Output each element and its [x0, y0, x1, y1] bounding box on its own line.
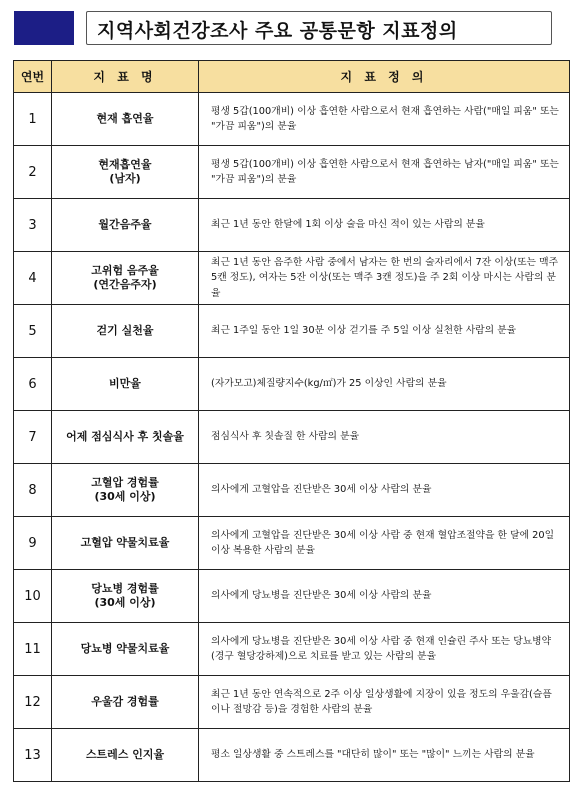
indicator-name-line: 우울감 경험률 [91, 694, 159, 708]
indicator-name-line: (남자) [109, 172, 141, 185]
indicator-name-line: 비만율 [109, 376, 141, 390]
header-name: 지 표 명 [52, 61, 199, 93]
indicator-name-line: 걷기 실천율 [96, 323, 154, 337]
row-number: 12 [14, 676, 52, 729]
indicator-name-line: 고혈압 경험률 [91, 475, 159, 489]
row-number: 7 [14, 411, 52, 464]
indicator-definition: 평소 일상생활 중 스트레스를 "대단히 많이" 또는 "많이" 느끼는 사람의 분율 [199, 729, 570, 782]
indicator-definition: 의사에게 당뇨병을 진단받은 30세 이상 사람 중 현재 인슐린 주사 또는 당뇨병약(경구 혈당강하제)으로 치료를 받고 있는 사람의 분율 [199, 623, 570, 676]
indicator-name [52, 623, 199, 676]
row-number: 13 [14, 729, 52, 782]
indicator-name-line: (연간음주자) [93, 278, 157, 291]
table-row [14, 252, 570, 305]
table-row [14, 358, 570, 411]
row-number: 9 [14, 517, 52, 570]
row-number: 8 [14, 464, 52, 517]
indicator-name [52, 517, 199, 570]
row-number: 2 [14, 146, 52, 199]
indicator-name-line: (30세 이상) [94, 596, 156, 609]
indicator-definitions-table [13, 60, 570, 782]
indicator-name [52, 411, 199, 464]
indicator-name-line: 고위험 음주율 [91, 263, 159, 277]
table-header-row [14, 61, 570, 93]
indicator-name-line: 현재 흡연율 [96, 111, 154, 125]
table-row [14, 411, 570, 464]
table-row [14, 623, 570, 676]
indicator-definition: 점심식사 후 칫솔질 한 사람의 분율 [199, 411, 570, 464]
table-row [14, 729, 570, 782]
indicator-name [52, 464, 199, 517]
table-row [14, 93, 570, 146]
header-definition: 지 표 정 의 [199, 61, 570, 93]
row-number: 11 [14, 623, 52, 676]
indicator-name-line: 어제 점심식사 후 칫솔율 [66, 429, 184, 443]
indicator-name-line: 당뇨병 경험률 [91, 581, 159, 595]
indicator-name [52, 93, 199, 146]
indicator-definition: 의사에게 고혈압을 진단받은 30세 이상 사람 중 현재 혈압조절약을 한 달에 20일 이상 복용한 사람의 분율 [199, 517, 570, 570]
table-row [14, 305, 570, 358]
table-row [14, 517, 570, 570]
table-row [14, 146, 570, 199]
row-number: 6 [14, 358, 52, 411]
indicator-name-line: 고혈압 약물치료율 [80, 535, 170, 549]
table-row [14, 464, 570, 517]
table-row [14, 199, 570, 252]
row-number: 3 [14, 199, 52, 252]
table-row [14, 570, 570, 623]
indicator-definition: 의사에게 고혈압을 진단받은 30세 이상 사람의 분율 [199, 464, 570, 517]
indicator-name [52, 199, 199, 252]
indicator-name [52, 676, 199, 729]
title-bar [14, 11, 554, 45]
row-number: 5 [14, 305, 52, 358]
indicator-name [52, 252, 199, 305]
indicator-definition: 최근 1년 동안 한달에 1회 이상 술을 마신 적이 있는 사람의 분율 [199, 199, 570, 252]
indicator-definition: 의사에게 당뇨병을 진단받은 30세 이상 사람의 분율 [199, 570, 570, 623]
indicator-name-line: 스트레스 인지율 [85, 747, 165, 761]
indicator-name [52, 146, 199, 199]
row-number: 1 [14, 93, 52, 146]
indicator-name-line: 월간음주율 [98, 217, 152, 231]
row-number: 4 [14, 252, 52, 305]
indicator-definition: 평생 5갑(100개비) 이상 흡연한 사람으로서 현재 흡연하는 사람("매일 피움" 또는 "가끔 피움")의 분율 [199, 93, 570, 146]
title-box [86, 11, 552, 45]
indicator-definition: 최근 1주일 동안 1일 30분 이상 걷기를 주 5일 이상 실천한 사람의 분율 [199, 305, 570, 358]
title-accent-block [14, 11, 74, 45]
indicator-definition: 평생 5갑(100개비) 이상 흡연한 사람으로서 현재 흡연하는 남자("매일 피움" 또는 "가끔 피움")의 분율 [199, 146, 570, 199]
indicator-name [52, 729, 199, 782]
indicator-definition: (자가모고)체질량지수(kg/㎡)가 25 이상인 사람의 분율 [199, 358, 570, 411]
header-no: 연번 [14, 61, 52, 93]
indicator-name-line: 현재흡연율 [98, 157, 152, 171]
indicator-definition: 최근 1년 동안 연속적으로 2주 이상 일상생활에 지장이 있을 정도의 우울감(슬픔이나 절망감 등)을 경험한 사람의 분율 [199, 676, 570, 729]
indicator-definition: 최근 1년 동안 음주한 사람 중에서 남자는 한 번의 술자리에서 7잔 이상(또는 맥주 5캔 정도), 여자는 5잔 이상(또는 맥주 3캔 정도)을 주 2회 이상 마시는 사람의 분율 [199, 252, 570, 305]
row-number: 10 [14, 570, 52, 623]
table-row [14, 676, 570, 729]
indicator-name-line: (30세 이상) [94, 490, 156, 503]
page-title: 지역사회건강조사 주요 공통문항 지표정의 [97, 20, 458, 42]
indicator-name [52, 305, 199, 358]
indicator-name [52, 358, 199, 411]
indicator-name [52, 570, 199, 623]
indicator-name-line: 당뇨병 약물치료율 [80, 641, 170, 655]
